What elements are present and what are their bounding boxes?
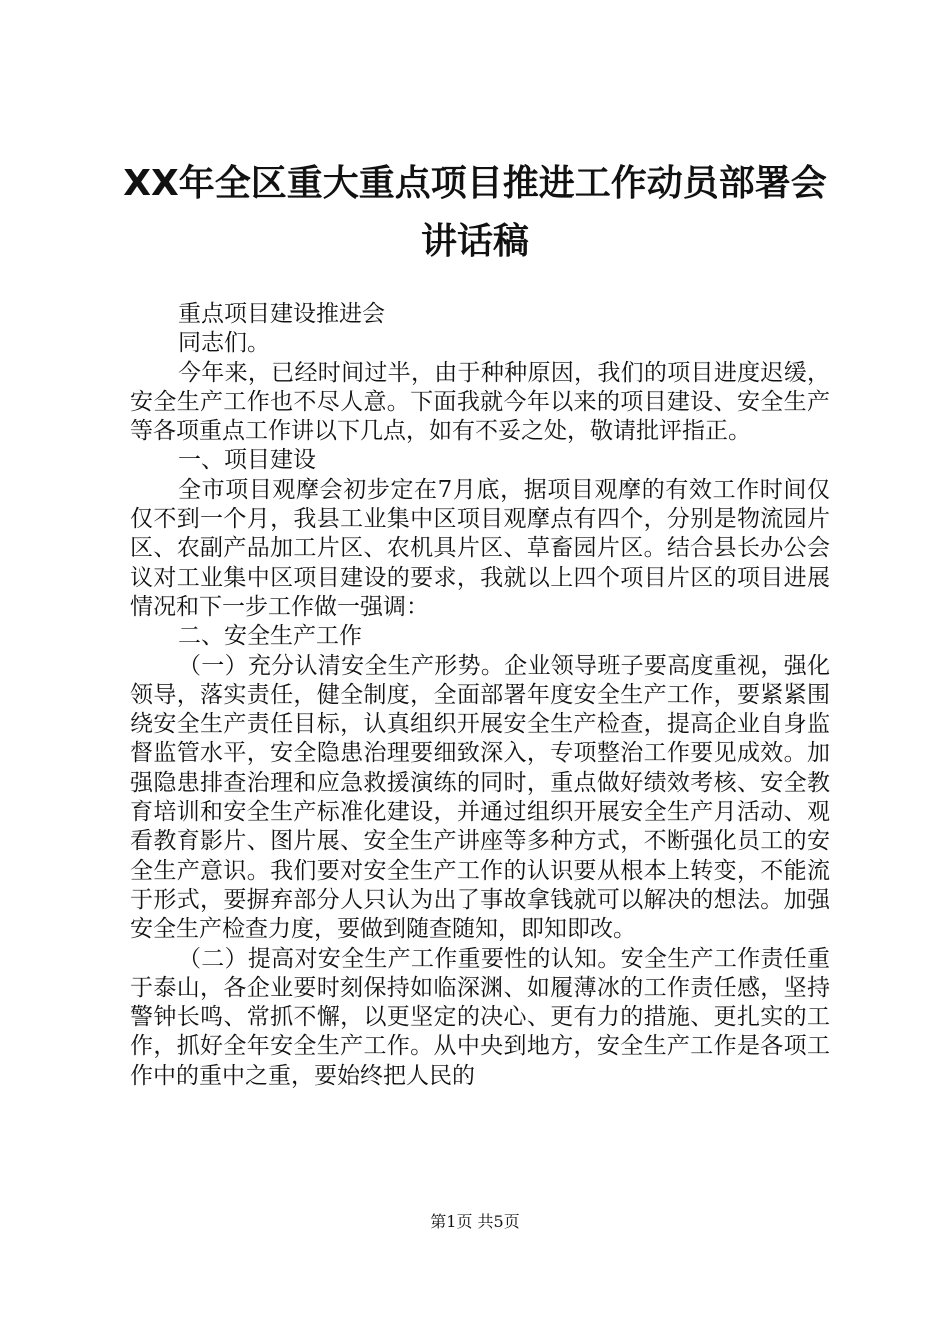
section-heading-project: 一、项目建设 xyxy=(178,447,316,474)
paragraph-safety-1: （一）充分认清安全生产形势。企业领导班子要高度重视，强化领导，落实责任，健全制度，全面部署年度安全生产工作，要紧紧围绕安全生产责任目标，认真组织开展安全生产检查，提高企业自身监督监管水平，安全隐患治理要细致深入，专项整治工作要见成效。加强隐患排查治理和应急救援演练的同时，重点做好绩效考核、安全教育培训和安全生产标准化建设，并通过组织开展安全生产月活动、观看教育影片、图片展、安全生产讲座等多种方式，不断强化员工的安全生产意识。我们要对安全生产工作的认识要从根本上转变，不能流于形式，要摒弃部分人只认为出了事故拿钱就可以解决的想法。加强安全生产检查力度，要做到随查随知，即知即改。 xyxy=(130,652,830,943)
paragraph-project: 全市项目观摩会初步定在7月底，据项目观摩的有效工作时间仅仅不到一个月，我县工业集中区项目观摩点有四个，分别是物流园片区、农副产品加工片区、农机具片区、草畜园片区。结合县长办公会议对工业集中区项目建设的要求，我就以上四个项目片区的项目进展情况和下一步工作做一强调： xyxy=(130,476,830,620)
document-title-line1: XX年全区重大重点项目推进工作动员部署会 xyxy=(123,163,827,204)
paragraph-safety-2: （二）提高对安全生产工作重要性的认知。安全生产工作责任重于泰山，各企业要时刻保持如临深渊、如履薄冰的工作责任感，坚持警钟长鸣、常抓不懈，以更坚定的决心、更有力的措施、更扎实的工作，抓好全年安全生产工作。从中央到地方，安全生产工作是各项工作中的重中之重，要始终把人民的 xyxy=(130,945,830,1089)
document-title-line2: 讲话稿 xyxy=(420,221,529,262)
section-heading-safety: 二、安全生产工作 xyxy=(178,623,362,650)
page-footer: 第1页 共5页 xyxy=(430,1212,520,1231)
paragraph-intro: 今年来，已经时间过半，由于种种原因，我们的项目进度迟缓，安全生产工作也不尽人意。下面我就今年以来的项目建设、安全生产等各项重点工作讲以下几点，如有不妥之处，敬请批评指正。 xyxy=(130,359,830,445)
paragraph-subtitle: 重点项目建设推进会 xyxy=(178,301,385,327)
document-body xyxy=(130,300,830,1091)
paragraph-salutation: 同志们。 xyxy=(178,330,270,357)
